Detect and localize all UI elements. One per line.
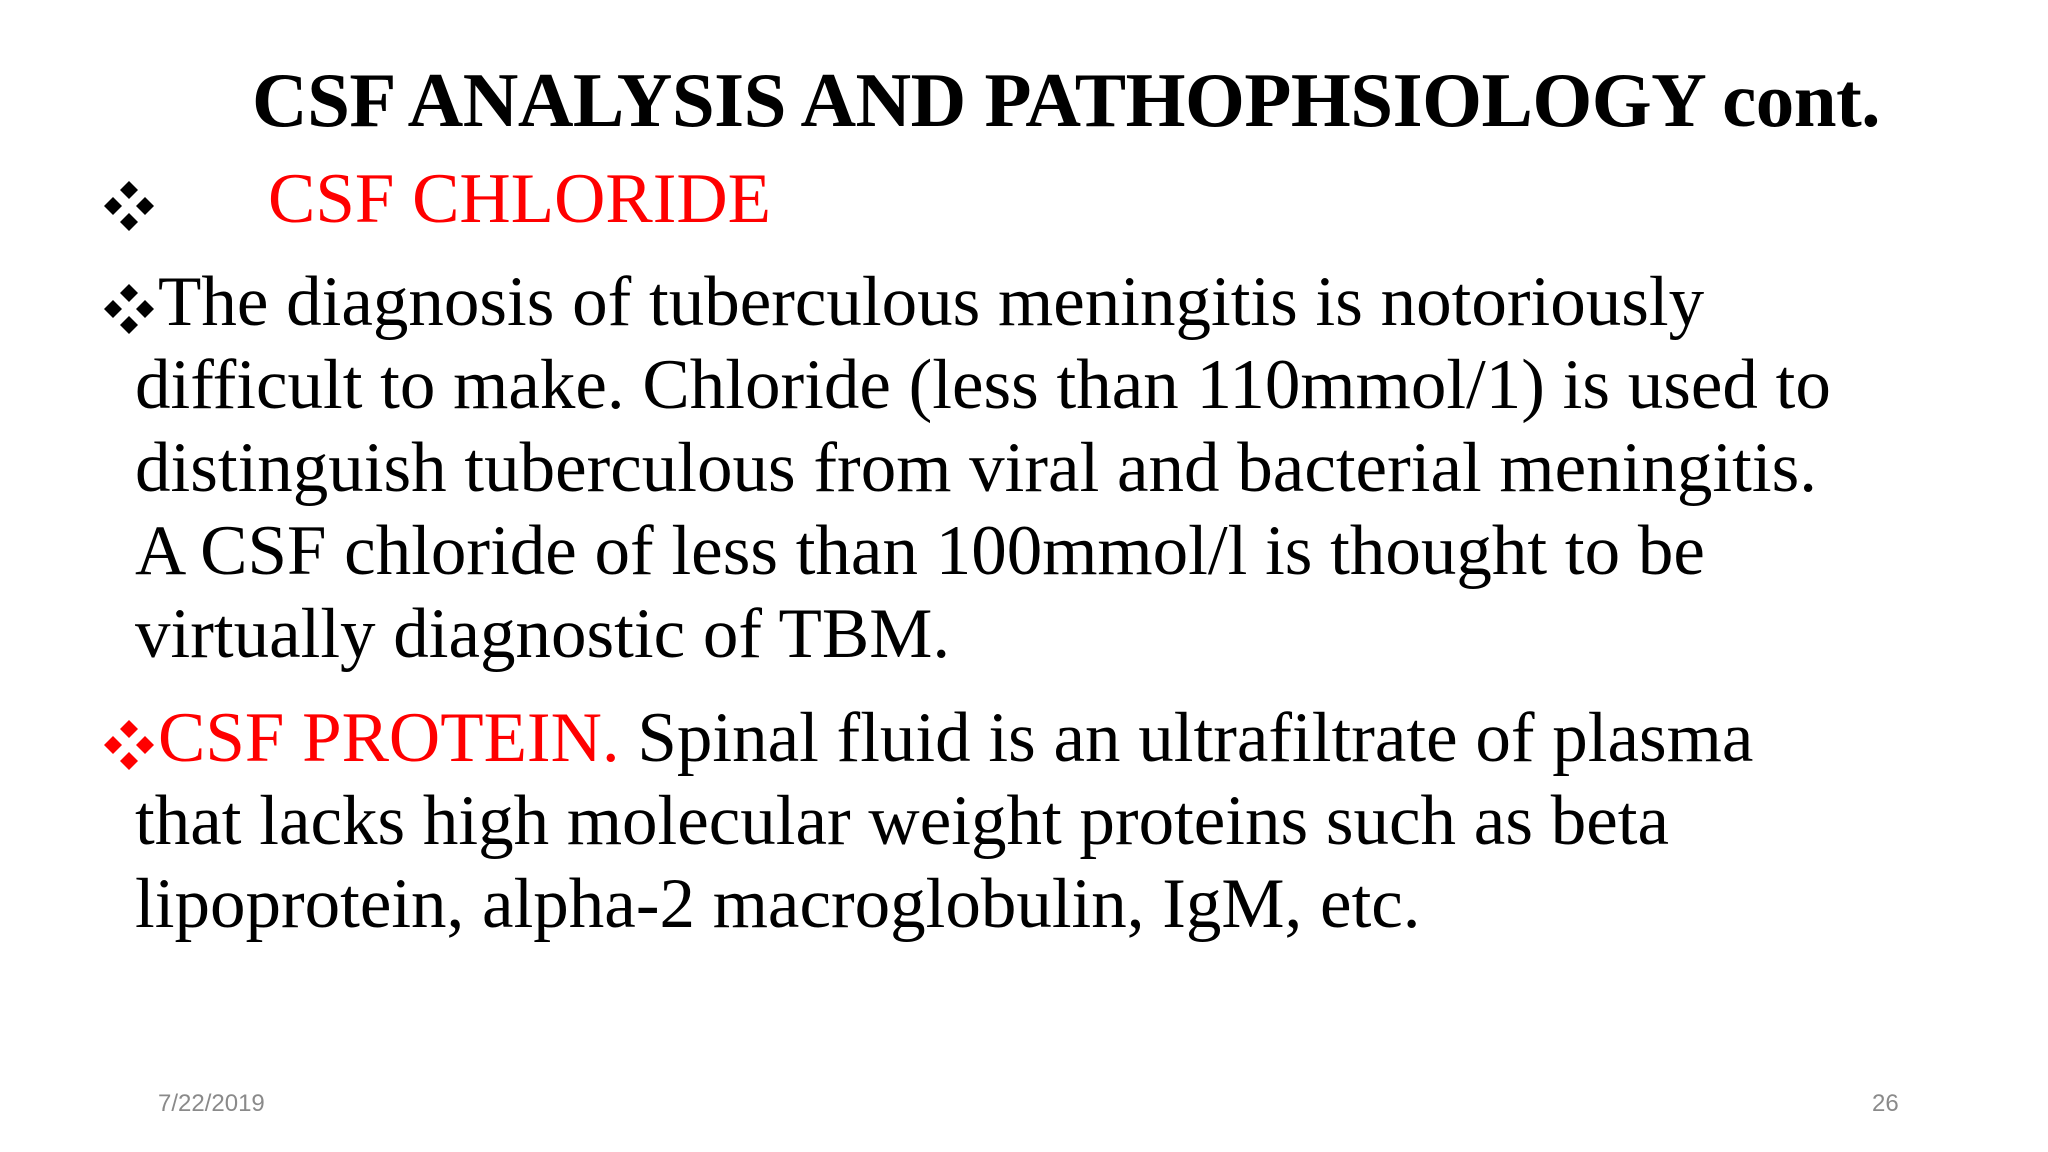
slide-title: CSF ANALYSIS AND PATHOPHSIOLOGY cont. [252, 57, 1881, 143]
footer-page-number: 26 [1872, 1090, 1899, 1117]
paragraph-text: The diagnosis of tuberculous meningitis is notoriously [158, 263, 1705, 341]
paragraph-line [100, 261, 2000, 344]
paragraph-line: A CSF chloride of less than 100mmol/l is thought to be [135, 512, 1705, 590]
bullet-csf-chloride [100, 158, 771, 241]
paragraph-line [100, 697, 2000, 780]
footer-date: 7/22/2019 [158, 1090, 265, 1117]
paragraph-line: that lacks high molecular weight proteins such as beta [135, 782, 1669, 860]
diamond-cluster-icon [100, 716, 158, 774]
paragraph-line: distinguish tuberculous from viral and bacterial meningitis. [135, 429, 1817, 507]
paragraph-line: virtually diagnostic of TBM. [135, 595, 951, 673]
paragraph-text: Spinal fluid is an ultrafiltrate of plasma [619, 699, 1754, 777]
diamond-cluster-icon [100, 177, 158, 235]
diamond-cluster-icon [100, 280, 158, 338]
csf-chloride-heading: CSF CHLORIDE [268, 160, 771, 238]
bullet-csf-protein [100, 697, 2000, 946]
bullet-tbm-diagnosis [100, 261, 2000, 676]
paragraph-line: lipoprotein, alpha-2 macroglobulin, IgM, etc. [135, 865, 1421, 943]
csf-protein-heading: CSF PROTEIN. [158, 699, 620, 777]
paragraph-line: difficult to make. Chloride (less than 110mmol/1) is used to [135, 346, 1831, 424]
